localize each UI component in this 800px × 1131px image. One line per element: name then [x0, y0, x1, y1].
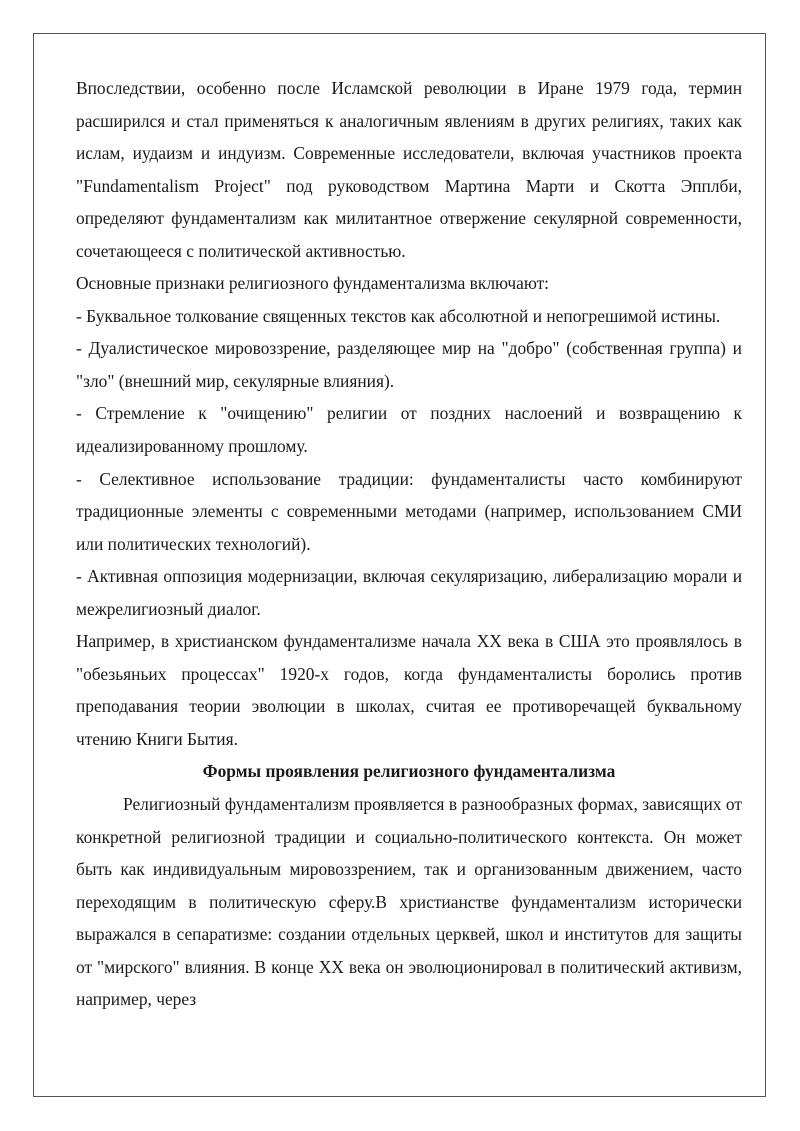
- paragraph-forms: Религиозный фундаментализм проявляется в разнообразных формах, зависящих от конкретной религиозной традиции и социально-политического контекста. Он может быть как индивидуальным мировоззрением, так и организованным движением, часто переходящим в политическую сферу.В христианстве фундаментализм исторически выражался в сепаратизме: создании отдельных церквей, школ и институтов для защиты от "мирского" влияния. В конце XX века он эволюционировал в политический активизм, например, через: [76, 794, 742, 1010]
- paragraph-term-expansion: Впоследствии, особенно после Исламской революции в Иране 1979 года, термин расширился и стал применяться к аналогичным явлениям в других религиях, таких как ислам, иудаизм и индуизм. Современные исследователи, включая участников проекта "Fundamentalism Project" под руководством Мартина Марти и Скотта Эпплби, определяют фундаментализм как милитантное отвержение секулярной современности, сочетающееся с политической активностью.: [76, 78, 742, 261]
- list-item-opposition-modernization: - Активная оппозиция модернизации, включая секуляризацию, либерализацию морали и межрелигиозный диалог.: [76, 566, 742, 619]
- paragraph-example-monkey-trials: Например, в христианском фундаментализме начала XX века в США это проявлялось в "обезьяньих процессах" 1920-х годов, когда фундаменталисты боролись против преподавания теории эволюции в школах, считая ее противоречащей буквальному чтению Книги Бытия.: [76, 631, 742, 749]
- section-heading: Формы проявления религиозного фундаментализма: [202, 761, 616, 782]
- paragraph-features-intro: Основные признаки религиозного фундаментализма включают:: [76, 273, 550, 294]
- document-body: [76, 72, 742, 1016]
- list-item-literal-interpretation: - Буквальное толкование священных текстов как абсолютной и непогрешимой истины.: [76, 305, 721, 326]
- list-item-dualism: - Дуалистическое мировоззрение, разделяющее мир на "добро" (собственная группа) и "зло" (внешний мир, секулярные влияния).: [76, 338, 742, 391]
- list-item-purification: - Стремление к "очищению" религии от поздних наслоений и возвращению к идеализированному прошлому.: [76, 403, 742, 457]
- list-item-selective-tradition: - Селективное использование традиции: фундаменталисты часто комбинируют традиционные элементы с современными методами (например, использованием СМИ или политических технологий).: [76, 468, 742, 554]
